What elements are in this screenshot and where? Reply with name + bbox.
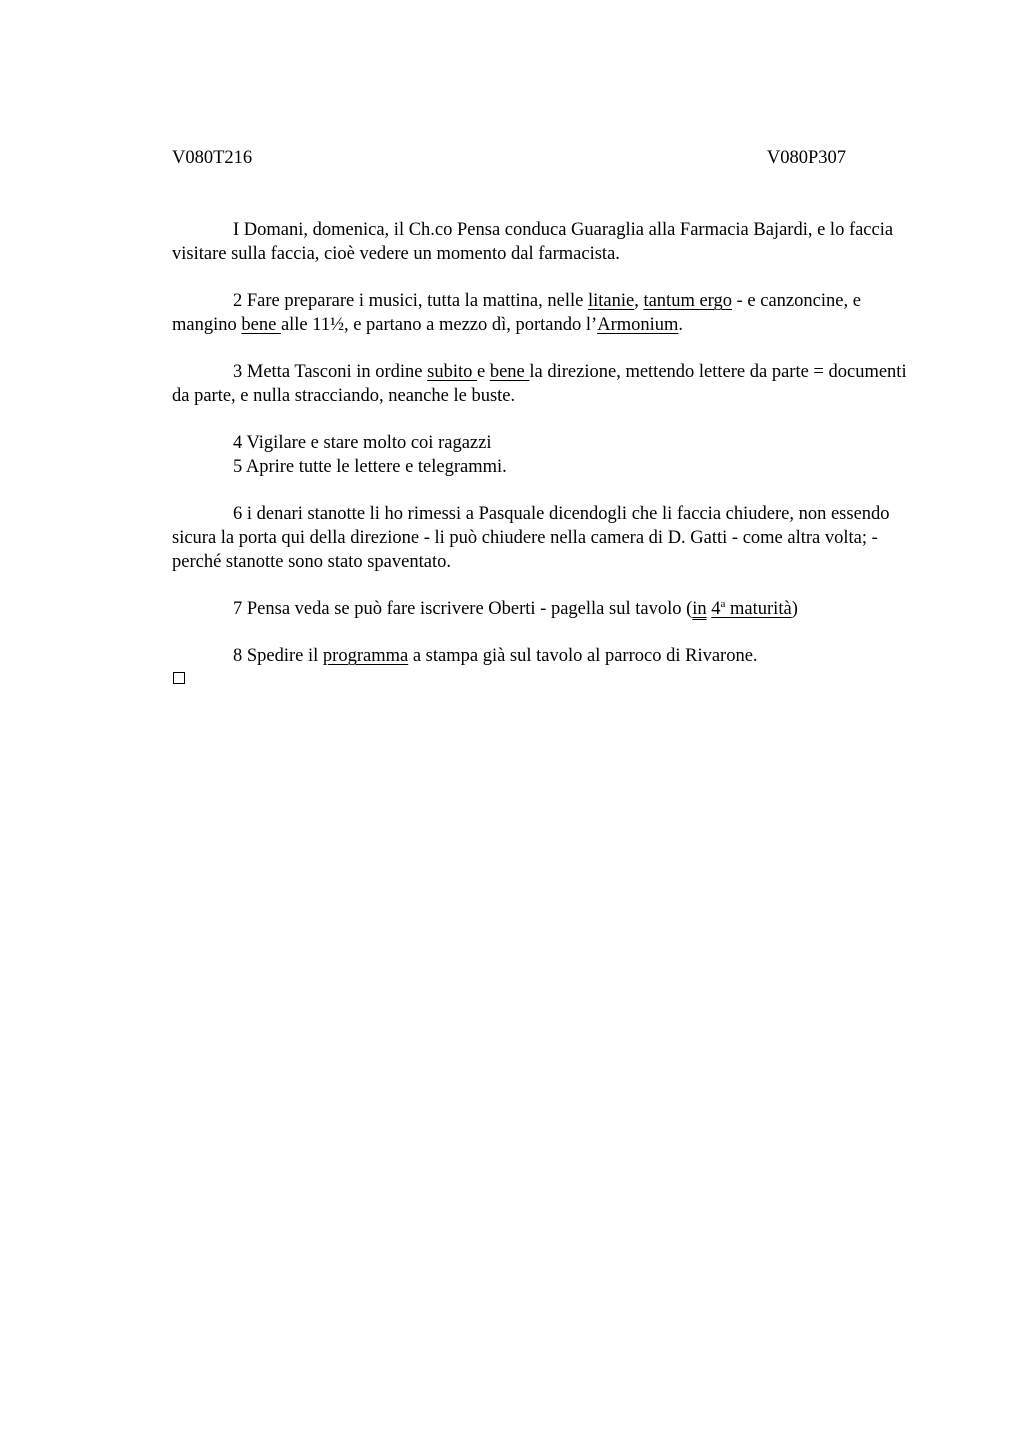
document-code-right: V080P307 bbox=[766, 148, 846, 168]
underlined-word: subito bbox=[427, 362, 477, 382]
item-6: 6 i denari stanotte li ho rimessi a Pasquale dicendogli che li faccia chiudere, non essendo sicura la porta qui della direzione - li può chiudere nella camera di D. Gatti - come altra volta; - perché stanotte sono stato spaventato. bbox=[172, 504, 890, 572]
underlined-word: litanie bbox=[587, 291, 635, 311]
underlined-word: Armonium bbox=[597, 315, 679, 335]
underlined-word: 4$^a$ maturità bbox=[711, 598, 792, 619]
document-body bbox=[172, 218, 928, 691]
item-5: 5 Aprire tutte le lettere e telegrammi. bbox=[233, 457, 507, 477]
item-4: 4 Vigilare e stare molto coi ragazzi bbox=[233, 433, 492, 453]
underlined-word: programma bbox=[322, 646, 409, 666]
checkbox-square-icon bbox=[173, 672, 185, 684]
item-8: 8 Spedire il programma a stampa già sul tavolo al parroco di Rivarone. bbox=[233, 646, 758, 666]
double-underlined-word: in bbox=[692, 599, 707, 619]
item-7: 7 Pensa veda se può fare iscrivere Oberti - pagella sul tavolo (in 4$^a$ maturità) bbox=[233, 598, 798, 619]
document-code-left: V080T216 bbox=[172, 148, 253, 168]
underlined-word: bene bbox=[241, 315, 281, 335]
underlined-word: tantum ergo bbox=[643, 291, 732, 311]
item-1: I Domani, domenica, il Ch.co Pensa conduca Guaraglia alla Farmacia Bajardi, e lo faccia visitare sulla faccia, cioè vedere un momento dal farmacista. bbox=[172, 220, 894, 264]
page-header bbox=[172, 146, 846, 170]
item-3: 3 Metta Tasconi in ordine subito e bene la direzione, mettendo lettere da parte = documenti da parte, e nulla stracciando, neanche le buste. bbox=[172, 362, 907, 406]
item-2: 2 Fare preparare i musici, tutta la mattina, nelle litanie, tantum ergo - e canzoncine, e mangino bene alle 11½, e partano a mezzo dì, portando l’Armonium. bbox=[172, 291, 861, 335]
underlined-word: bene bbox=[489, 362, 530, 382]
